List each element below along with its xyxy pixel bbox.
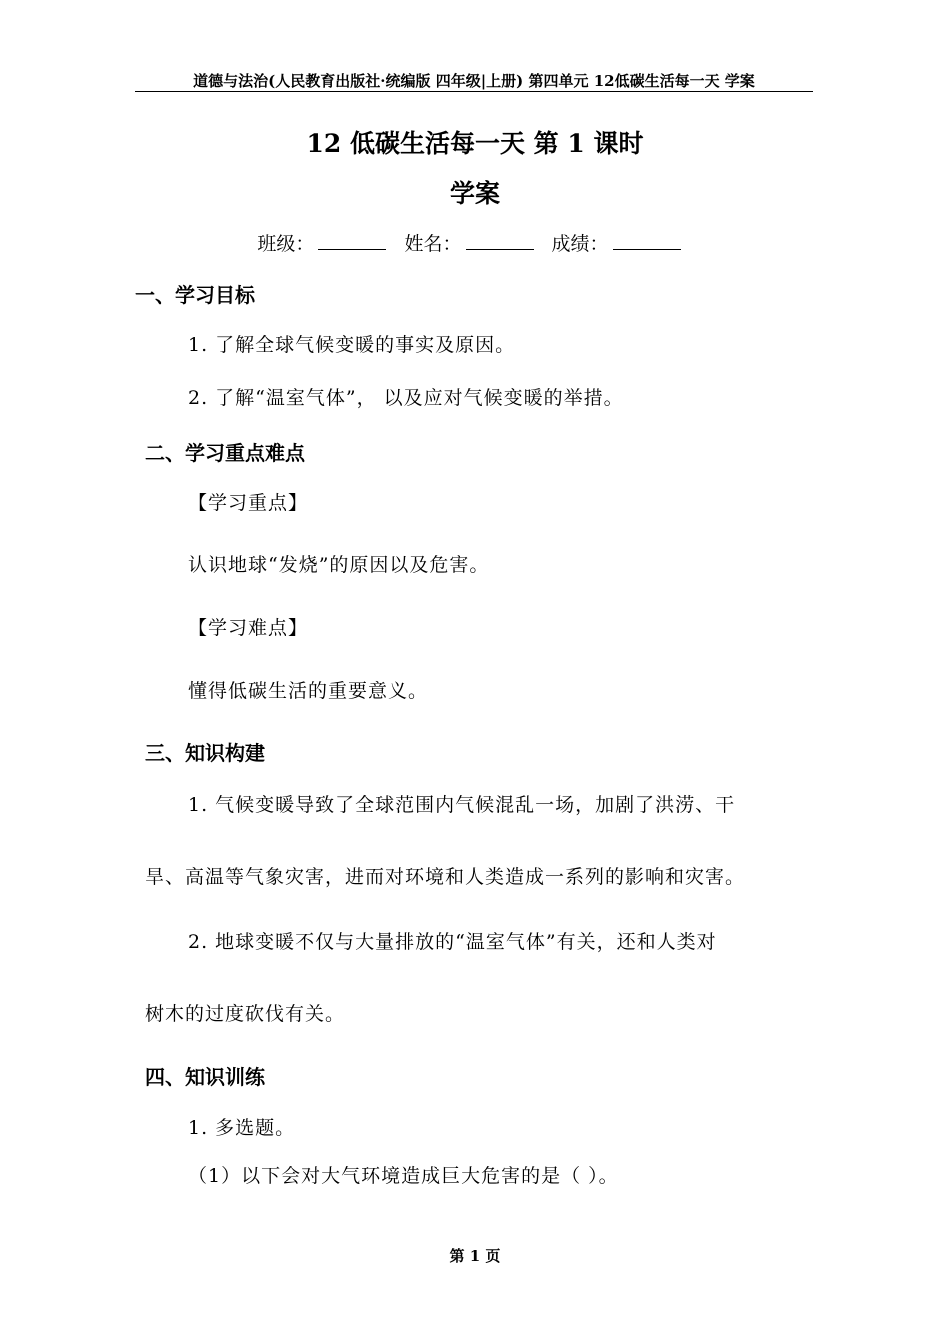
focus-text: 认识地球“发烧”的原因以及危害。 — [188, 554, 490, 576]
section-heading-exercises: 四、知识训练 — [145, 1065, 265, 1089]
header-rule — [135, 91, 813, 92]
question-type: 1. 多选题。 — [188, 1117, 296, 1139]
document-title: 12 低碳生活每一天 第 1 课时 — [306, 129, 644, 158]
objective-item: 1. 了解全球气候变暖的事实及原因。 — [188, 334, 516, 356]
knowledge-paragraph-2: 2. 地球变暖不仅与大量排放的“温室气体”有关，还和人类对 — [188, 931, 717, 953]
name-label: 姓名： — [404, 233, 462, 255]
difficulty-text: 懂得低碳生活的重要意义。 — [188, 680, 429, 702]
knowledge-paragraph-2-cont: 树木的过度砍伐有关。 — [145, 1003, 346, 1025]
knowledge-paragraph-1-cont: 旱、高温等气象灾害，进而对环境和人类造成一系列的影响和灾害。 — [145, 866, 746, 888]
student-info-line — [0, 229, 950, 256]
section-heading-key-points: 二、学习重点难点 — [145, 441, 305, 465]
section-heading-objectives: 一、学习目标 — [135, 283, 255, 307]
class-label: 班级： — [257, 233, 315, 255]
knowledge-paragraph-1: 1. 气候变暖导致了全球范围内气候混乱一场，加剧了洪涝、干 — [188, 794, 736, 816]
document-subtitle: 学案 — [449, 179, 500, 208]
section-heading-knowledge: 三、知识构建 — [145, 741, 265, 765]
focus-label: 【学习重点】 — [188, 492, 309, 514]
score-label: 成绩： — [551, 233, 609, 255]
objective-item: 2. 了解“温室气体”， 以及应对气候变暖的举措。 — [188, 387, 624, 409]
class-blank[interactable] — [318, 231, 386, 250]
score-blank[interactable] — [613, 231, 681, 250]
running-header: 道德与法治(人民教育出版社·统编版 四年级|上册) 第四单元 12低碳生活每一天 学案 — [193, 72, 755, 90]
name-blank[interactable] — [466, 231, 534, 250]
page-number: 第 1 页 — [449, 1247, 501, 1265]
difficulty-label: 【学习难点】 — [188, 617, 309, 639]
question-1: （1）以下会对大气环境造成巨大危害的是（ ）。 — [188, 1165, 619, 1187]
